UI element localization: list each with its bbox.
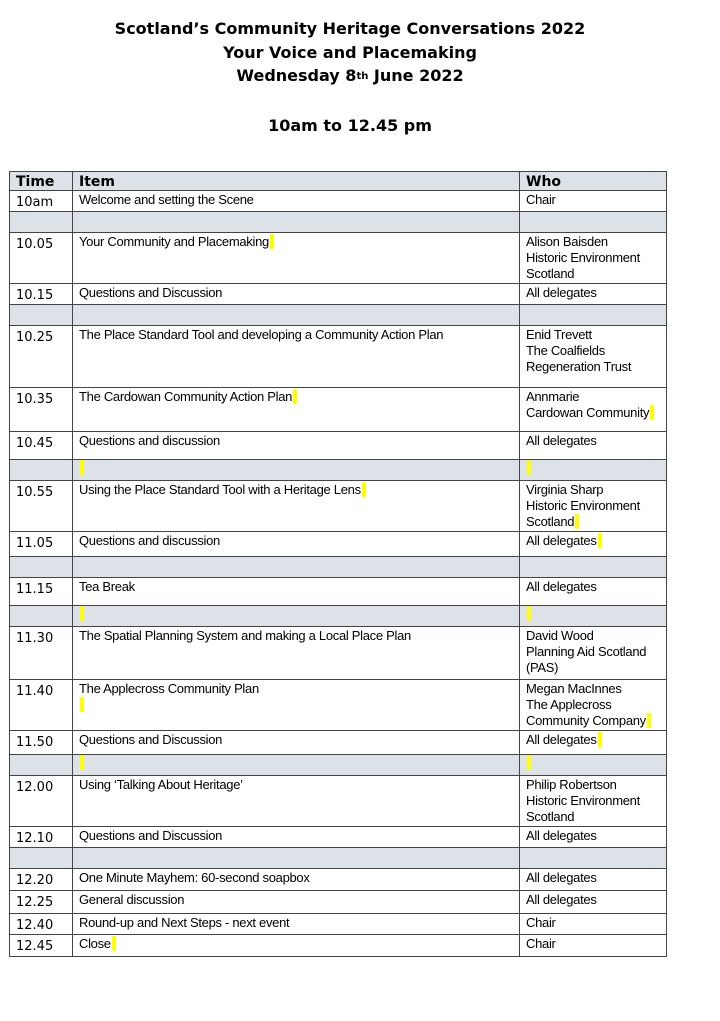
agenda-item-text: Questions and discussion bbox=[79, 533, 220, 548]
agenda-who-line: The Applecross bbox=[526, 697, 612, 712]
agenda-time: 10.25 bbox=[10, 326, 73, 388]
agenda-item-text: Questions and discussion bbox=[79, 433, 220, 448]
agenda-who bbox=[520, 869, 667, 891]
separator-row bbox=[10, 460, 667, 481]
agenda-who-line: Scotland bbox=[526, 266, 575, 281]
agenda-item bbox=[73, 432, 520, 460]
agenda-time: 11.50 bbox=[10, 731, 73, 755]
agenda-item bbox=[73, 776, 520, 827]
agenda-who bbox=[520, 388, 667, 432]
agenda-who-line: Planning Aid Scotland bbox=[526, 644, 647, 659]
agenda-row bbox=[10, 935, 667, 957]
agenda-who bbox=[520, 914, 667, 935]
separator-cell bbox=[10, 212, 73, 233]
agenda-item bbox=[73, 891, 520, 914]
highlight-mark bbox=[527, 460, 531, 475]
highlight-mark bbox=[527, 606, 531, 621]
highlight-mark bbox=[598, 732, 602, 747]
agenda-item bbox=[73, 914, 520, 935]
agenda-who-line: Historic Environment bbox=[526, 793, 640, 808]
agenda-time: 10.15 bbox=[10, 284, 73, 305]
agenda-who-line: Philip Robertson bbox=[526, 777, 617, 792]
agenda-time: 11.30 bbox=[10, 627, 73, 680]
agenda-time: 12.40 bbox=[10, 914, 73, 935]
agenda-item bbox=[73, 627, 520, 680]
agenda-who bbox=[520, 680, 667, 731]
separator-cell bbox=[73, 212, 520, 233]
agenda-who-line: Chair bbox=[526, 936, 556, 951]
agenda-who-line: All delegates bbox=[526, 285, 597, 300]
agenda-row bbox=[10, 776, 667, 827]
separator-cell bbox=[73, 848, 520, 869]
separator-row bbox=[10, 755, 667, 776]
agenda-who-line: Chair bbox=[526, 192, 556, 207]
agenda-who-line: All delegates bbox=[526, 828, 597, 843]
agenda-who bbox=[520, 284, 667, 305]
highlight-mark bbox=[598, 533, 602, 548]
agenda-item-text: The Cardowan Community Action Plan bbox=[79, 389, 293, 404]
separator-cell bbox=[10, 606, 73, 627]
agenda-item-text: Your Community and Placemaking bbox=[79, 234, 269, 249]
agenda-item bbox=[73, 326, 520, 388]
agenda-who-line: Alison Baisden bbox=[526, 234, 608, 249]
agenda-item bbox=[73, 935, 520, 957]
separator-cell bbox=[520, 606, 667, 627]
agenda-who bbox=[520, 233, 667, 284]
agenda-who-line: All delegates bbox=[526, 892, 597, 907]
agenda-who-line: Enid Trevett bbox=[526, 327, 592, 342]
highlight-mark bbox=[527, 755, 531, 770]
agenda-row bbox=[10, 481, 667, 532]
agenda-time: 11.40 bbox=[10, 680, 73, 731]
agenda-who-line: The Coalfields bbox=[526, 343, 605, 358]
agenda-who-line: Cardowan Community bbox=[526, 405, 650, 420]
agenda-title: Scotland’s Community Heritage Conversations 2022 bbox=[114, 19, 586, 38]
agenda-item bbox=[73, 680, 520, 731]
agenda-who-line: Historic Environment bbox=[526, 250, 640, 265]
separator-cell bbox=[520, 305, 667, 326]
separator-cell bbox=[73, 460, 520, 481]
agenda-who-line: David Wood bbox=[526, 628, 594, 643]
agenda-item bbox=[73, 388, 520, 432]
separator-cell bbox=[520, 460, 667, 481]
agenda-who-line: All delegates bbox=[526, 533, 597, 548]
separator-cell bbox=[10, 557, 73, 578]
agenda-item-text: The Applecross Community Plan bbox=[79, 681, 259, 696]
agenda-row bbox=[10, 827, 667, 848]
agenda-who bbox=[520, 827, 667, 848]
agenda-body bbox=[10, 191, 667, 957]
agenda-who bbox=[520, 776, 667, 827]
highlight-mark bbox=[575, 514, 579, 529]
separator-cell bbox=[73, 755, 520, 776]
highlight-mark bbox=[650, 405, 654, 420]
agenda-item bbox=[73, 481, 520, 532]
highlight-mark bbox=[647, 713, 651, 728]
agenda-who-line: All delegates bbox=[526, 579, 597, 594]
agenda-who-line: Historic Environment bbox=[526, 498, 640, 513]
header-item: Item bbox=[73, 172, 520, 191]
highlight-mark bbox=[80, 697, 84, 712]
agenda-item-text: Round-up and Next Steps - next event bbox=[79, 915, 290, 930]
agenda-item-text: Welcome and setting the Scene bbox=[79, 192, 254, 207]
agenda-who bbox=[520, 191, 667, 212]
agenda-item bbox=[73, 578, 520, 606]
separator-cell bbox=[73, 557, 520, 578]
agenda-item bbox=[73, 869, 520, 891]
agenda-time-range: 10am to 12.45 pm bbox=[268, 116, 432, 135]
agenda-row bbox=[10, 731, 667, 755]
agenda-row bbox=[10, 578, 667, 606]
agenda-time: 10.05 bbox=[10, 233, 73, 284]
agenda-time: 12.45 bbox=[10, 935, 73, 957]
agenda-row bbox=[10, 680, 667, 731]
agenda-row bbox=[10, 432, 667, 460]
agenda-row bbox=[10, 326, 667, 388]
highlight-mark bbox=[362, 482, 366, 497]
highlight-mark bbox=[80, 460, 84, 475]
agenda-time: 12.25 bbox=[10, 891, 73, 914]
agenda-item bbox=[73, 731, 520, 755]
agenda-who-line: All delegates bbox=[526, 433, 597, 448]
agenda-row bbox=[10, 388, 667, 432]
highlight-mark bbox=[293, 389, 297, 404]
separator-cell bbox=[520, 212, 667, 233]
separator-cell bbox=[10, 305, 73, 326]
agenda-who bbox=[520, 891, 667, 914]
separator-row bbox=[10, 848, 667, 869]
separator-cell bbox=[10, 755, 73, 776]
date-prefix: Wednesday 8 bbox=[236, 66, 357, 85]
agenda-who-line: Community Company bbox=[526, 713, 646, 728]
separator-row bbox=[10, 606, 667, 627]
agenda-who-line: All delegates bbox=[526, 732, 597, 747]
agenda-row bbox=[10, 914, 667, 935]
highlight-mark bbox=[80, 606, 84, 621]
agenda-item bbox=[73, 532, 520, 557]
agenda-item-text: Using ‘Talking About Heritage’ bbox=[79, 777, 243, 792]
agenda-who-line: Regeneration Trust bbox=[526, 359, 632, 374]
agenda-item-text: Questions and Discussion bbox=[79, 285, 223, 300]
agenda-row bbox=[10, 233, 667, 284]
agenda-item-text: The Spatial Planning System and making a Local Place Plan bbox=[79, 628, 411, 643]
agenda-who bbox=[520, 432, 667, 460]
separator-cell bbox=[10, 460, 73, 481]
agenda-time: 10.45 bbox=[10, 432, 73, 460]
agenda-time: 10.55 bbox=[10, 481, 73, 532]
agenda-time: 10.35 bbox=[10, 388, 73, 432]
highlight-mark bbox=[112, 936, 116, 951]
agenda-item-text: Tea Break bbox=[79, 579, 135, 594]
agenda-who-line: Scotland bbox=[526, 809, 575, 824]
agenda-header-row bbox=[10, 172, 667, 191]
agenda-table bbox=[9, 171, 667, 957]
agenda-who-line: Scotland bbox=[526, 514, 575, 529]
agenda-item bbox=[73, 284, 520, 305]
date-ordinal: th bbox=[356, 71, 369, 82]
agenda-date bbox=[0, 66, 700, 85]
agenda-who-line: All delegates bbox=[526, 870, 597, 885]
agenda-who bbox=[520, 578, 667, 606]
agenda-who bbox=[520, 481, 667, 532]
separator-cell bbox=[520, 755, 667, 776]
separator-cell bbox=[520, 557, 667, 578]
agenda-time: 12.00 bbox=[10, 776, 73, 827]
header-who: Who bbox=[520, 172, 667, 191]
agenda-row bbox=[10, 284, 667, 305]
agenda-who bbox=[520, 935, 667, 957]
highlight-mark bbox=[270, 234, 274, 249]
agenda-who bbox=[520, 532, 667, 557]
separator-cell bbox=[73, 305, 520, 326]
agenda-time: 12.20 bbox=[10, 869, 73, 891]
highlight-mark bbox=[80, 755, 84, 770]
agenda-item bbox=[73, 827, 520, 848]
agenda-row bbox=[10, 869, 667, 891]
agenda-row bbox=[10, 191, 667, 212]
agenda-row bbox=[10, 627, 667, 680]
date-suffix: June 2022 bbox=[368, 66, 464, 85]
agenda-item bbox=[73, 191, 520, 212]
separator-cell bbox=[73, 606, 520, 627]
agenda-time: 12.10 bbox=[10, 827, 73, 848]
agenda-item-text: The Place Standard Tool and developing a Community Action Plan bbox=[79, 327, 444, 342]
agenda-time: 11.05 bbox=[10, 532, 73, 557]
agenda-item-text: Questions and Discussion bbox=[79, 732, 223, 747]
agenda-item-text: One Minute Mayhem: 60-second soapbox bbox=[79, 870, 310, 885]
agenda-time: 10am bbox=[10, 191, 73, 212]
agenda-who bbox=[520, 731, 667, 755]
agenda-item-text: Close bbox=[79, 936, 111, 951]
agenda-who bbox=[520, 627, 667, 680]
agenda-who-line: (PAS) bbox=[526, 660, 559, 675]
agenda-who-line: Chair bbox=[526, 915, 556, 930]
separator-cell bbox=[520, 848, 667, 869]
agenda-row bbox=[10, 532, 667, 557]
header-time: Time bbox=[10, 172, 73, 191]
agenda-who-line: Virginia Sharp bbox=[526, 482, 604, 497]
separator-cell bbox=[10, 848, 73, 869]
separator-row bbox=[10, 212, 667, 233]
agenda-time: 11.15 bbox=[10, 578, 73, 606]
agenda-who bbox=[520, 326, 667, 388]
separator-row bbox=[10, 305, 667, 326]
agenda-who-line: Megan MacInnes bbox=[526, 681, 622, 696]
agenda-item-text: General discussion bbox=[79, 892, 185, 907]
agenda-who-line: Annmarie bbox=[526, 389, 580, 404]
agenda-item-text: Using the Place Standard Tool with a Heritage Lens bbox=[79, 482, 361, 497]
separator-row bbox=[10, 557, 667, 578]
agenda-row bbox=[10, 891, 667, 914]
agenda-item-text: Questions and Discussion bbox=[79, 828, 223, 843]
agenda-item bbox=[73, 233, 520, 284]
agenda-subtitle: Your Voice and Placemaking bbox=[223, 43, 477, 62]
